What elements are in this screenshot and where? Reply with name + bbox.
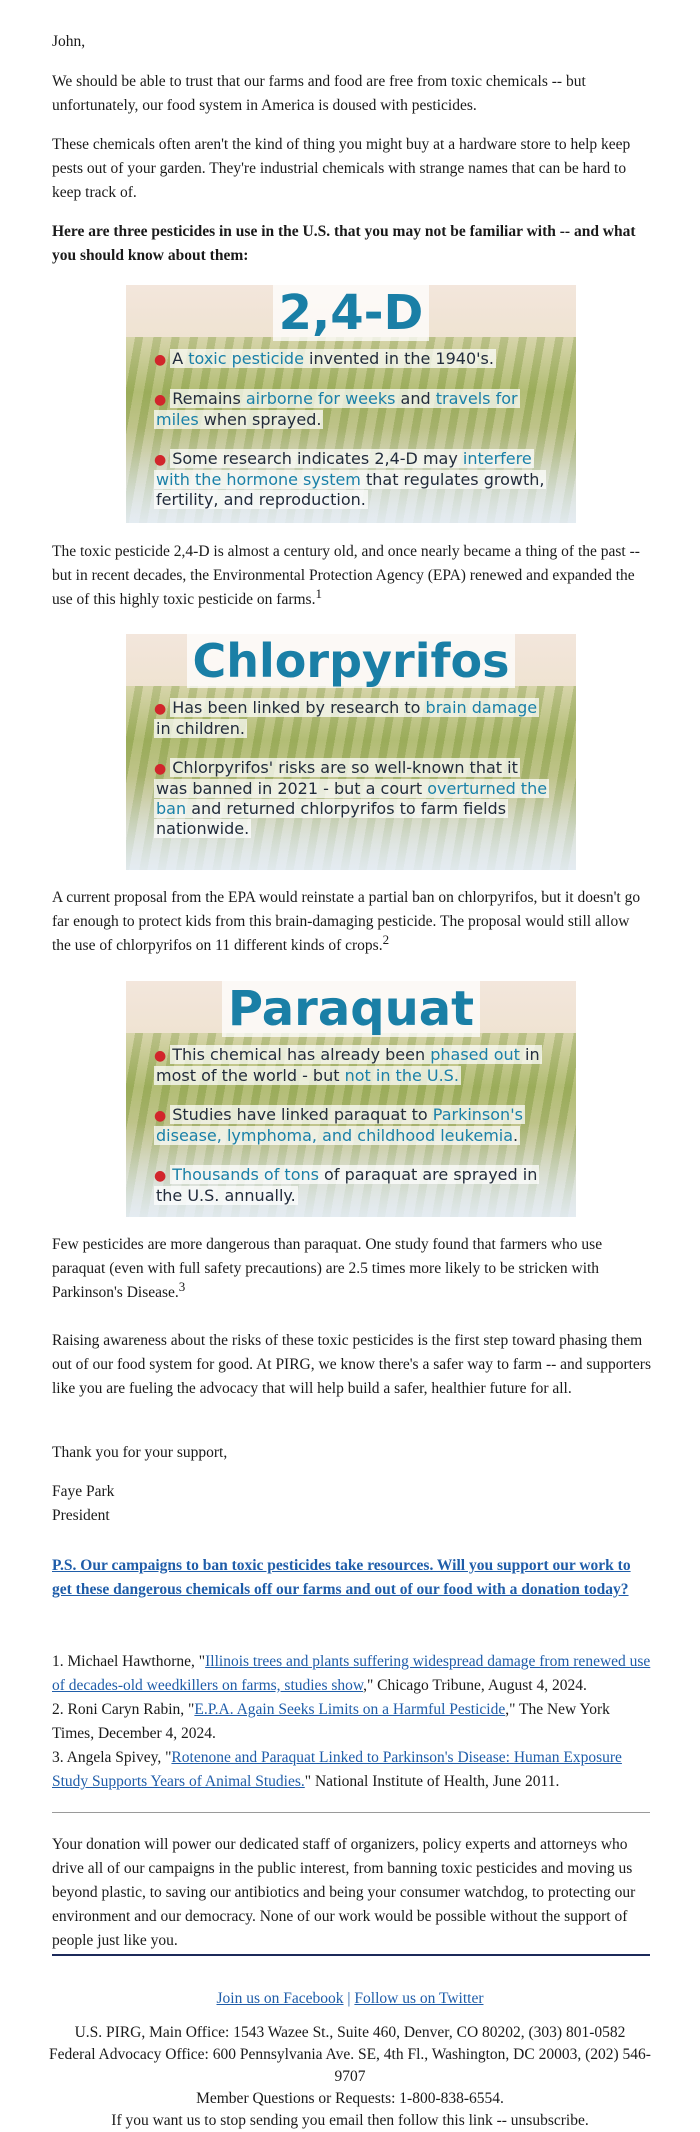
federal-office-address: Federal Advocacy Office: 600 Pennsylvania Ave. SE, 4th Fl., Washington, DC 20003, (202) 546-9707 [49,2046,651,2085]
ps-donation-link[interactable]: P.S. Our campaigns to ban toxic pesticides take resources. Will you support our work to get these dangerous chemicals off our farms and out of our food with a donation today? [52,1557,631,1598]
card-bullet: ● Thousands of tons of paraquat are sprayed in the U.S. annually. [154,1165,538,1205]
footnote-ref: 2 [382,931,390,947]
footnote-ref: 3 [178,1278,186,1294]
infographic-chlorpyrifos [126,634,576,870]
divider-navy [52,1954,650,1956]
signature-name: Faye Park [52,1483,115,1500]
divider [52,1812,650,1813]
card-bullet: ● Has been linked by research to brain damage in children. [154,698,538,738]
lead-in: Here are three pesticides in use in the U.S. that you may not be familiar with -- and what you should know about them: [52,223,636,264]
donation-blurb: Your donation will power our dedicated staff of organizers, policy experts and attorneys who drive all of our campaigns in the public interest, from banning toxic pesticides and moving us beyond plastic, to saving our antibiotics and being your consumer watchdog, to protecting our environment and our democracy. None of our work would be possible without the support of people just like you. [52,1836,636,1949]
reference-1-link[interactable]: Illinois trees and plants suffering widespread damage from renewed use of decades-old weedkillers on farms, studies show [52,1653,651,1694]
card-bullet: ● Chlorpyrifos' risks are so well-known that it was banned in 2021 - but a court overturned the ban and returned chlorpyrifos to farm fields nationwide. [154,758,548,838]
main-office-address: U.S. PIRG, Main Office: 1543 Wazee St., Suite 460, Denver, CO 80202, (303) 801-0582 [74,2024,626,2041]
reference-3-link[interactable]: Rotenone and Paraquat Linked to Parkinson's Disease: Human Exposure Study Supports Years of Animal Studies. [52,1749,622,1790]
intro-paragraph-1: We should be able to trust that our farms and food are free from toxic chemicals -- but unfortunately, our food system in America is doused with pesticides. [52,73,586,114]
card-title: 2,4-D [126,289,576,337]
thanks-line: Thank you for your support, [52,1444,228,1461]
reference-2-link[interactable]: E.P.A. Again Seeks Limits on a Harmful Pesticide [194,1701,506,1718]
card-bullet: ● This chemical has already been phased out in most of the world - but not in the U.S. [154,1045,540,1085]
signature-title: President [52,1507,110,1524]
card-title: Chlorpyrifos [126,638,576,684]
paragraph-chlorpyrifos: A current proposal from the EPA would reinstate a partial ban on chlorpyrifos, but it doesn't go far enough to protect kids from this brain-damaging pesticide. The proposal would still allow the use of chlorpyrifos on 11 different kinds of crops.$^2$ [52,889,641,954]
card-bullet: ● Remains airborne for weeks and travels for miles when sprayed. [154,389,518,429]
reference-3: 3. Angela Spivey, "Rotenone and Paraquat Linked to Parkinson's Disease: Human Exposure Study Supports Years of Animal Studies." National Institute of Health, June 2011. [52,1749,622,1790]
member-contact: Member Questions or Requests: 1-800-838-6554. [196,2090,504,2107]
card-bullet: ● Studies have linked paraquat to Parkinson's disease, lymphoma, and childhood leukemia. [154,1105,523,1145]
reference-2: 2. Roni Caryn Rabin, "E.P.A. Again Seeks Limits on a Harmful Pesticide," The New York Times, December 4, 2024. [52,1701,610,1742]
awareness-paragraph: Raising awareness about the risks of these toxic pesticides is the first step toward phasing them out of our food system for good. At PIRG, we know there's a safer way to farm -- and supporters like you are fueling the advocacy that will help build a safer, healthier future for all. [52,1332,651,1397]
footnote-ref: 1 [315,585,322,601]
reference-1: 1. Michael Hawthorne, "Illinois trees and plants suffering widespread damage from renewed use of decades-old weedkillers on farms, studies show," Chicago Tribune, August 4, 2024. [52,1653,651,1694]
infographic-paraquat [126,981,576,1217]
link-separator: | [347,1990,351,2007]
card-bullet: ● Some research indicates 2,4-D may interfere with the hormone system that regulates growth, fertility, and reproduction. [154,449,545,509]
paragraph-2-4-d: The toxic pesticide 2,4-D is almost a century old, and once nearly became a thing of the past -- but in recent decades, the Environmental Protection Agency (EPA) renewed and expanded the use of this highly toxic pesticide on farms.$^1$ [52,543,640,608]
footer-addresses [40,2022,660,2132]
twitter-link[interactable]: Follow us on Twitter [354,1990,484,2007]
card-title: Paraquat [126,985,576,1033]
greeting: John, [52,33,86,50]
infographic-2-4-d [126,285,576,523]
paragraph-paraquat: Few pesticides are more dangerous than paraquat. One study found that farmers who use paraquat (even with full safety precautions) are 2.5 times more likely to be stricken with Parkinson's Disease.$^3$ [52,1236,603,1301]
intro-paragraph-2: These chemicals often aren't the kind of thing you might buy at a hardware store to help keep pests out of your garden. They're industrial chemicals with strange names that can be hard to keep track of. [52,136,631,201]
footer-social [40,1988,660,2010]
unsubscribe-line[interactable]: If you want us to stop sending you email then follow this link -- unsubscribe. [111,2112,589,2129]
card-bullet: ● A toxic pesticide invented in the 1940's. [154,349,494,368]
facebook-link[interactable]: Join us on Facebook [216,1990,344,2007]
